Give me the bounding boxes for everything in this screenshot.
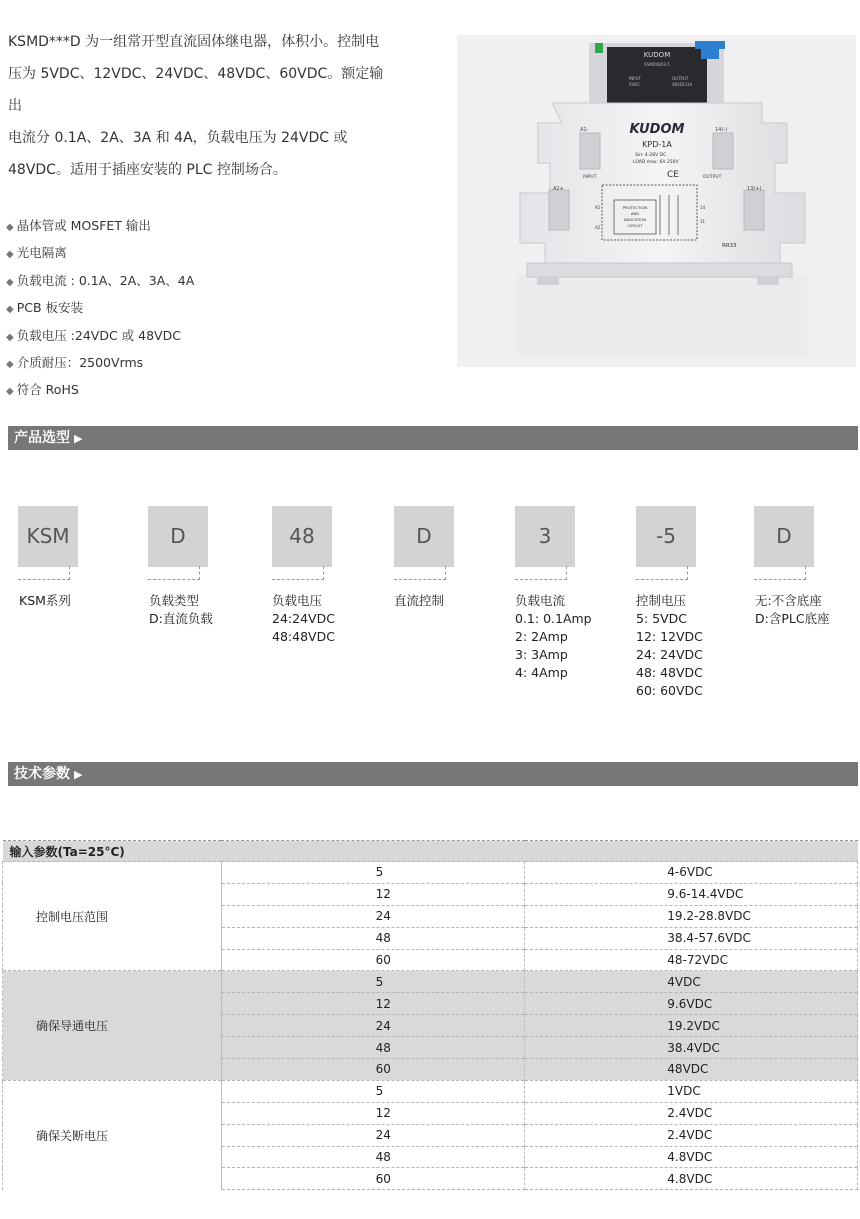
socket-model: KPD-1A [642,140,672,149]
code-description: 负载电流 0.1: 0.1Amp 2: 2Amp 3: 3Amp 4: 4Amp [515,593,592,680]
intro-line: 48VDC。适用于插座安装的 PLC 控制场合。 [8,162,287,178]
table-cell: 48 [221,1037,525,1059]
socket-spec: LOAD max: 6A 250V [633,160,679,165]
table-cell: 24 [221,1124,525,1146]
feature-item: ◆ 符合 RoHS [6,382,79,398]
relay-illustration [457,35,856,367]
code-box: 48 [272,506,332,567]
table-header-row [3,841,858,862]
table-cell: 60 [221,1168,525,1190]
code-box: D [394,506,454,567]
code-description: 控制电压 5: 5VDC 12: 12VDC 24: 24VDC 48: 48VDC 60: 60VDC [636,593,703,698]
product-photo [457,35,856,367]
table-cell: 12 [221,1102,525,1124]
socket-spec: Sin: 4-28V DC [635,153,667,158]
code-connector [515,566,567,580]
table-row [3,1080,858,1102]
table-cell: 2.4VDC [525,1124,858,1146]
table-cell: 48-72VDC [525,949,858,971]
io-label: OUTPUT [703,175,722,180]
table-cell: 4.8VDC [525,1146,858,1168]
diamond-bullet-icon: ◆ [6,331,14,343]
module-info: 48VDC/3A [672,82,693,87]
code-connector [18,566,70,580]
feature-item: ◆ 介质耐压：2500Vrms [6,355,144,371]
terminal-label: A2+ [553,186,564,192]
diamond-bullet-icon: ◆ [6,222,14,233]
diamond-bullet-icon: ◆ [6,386,14,398]
intro-paragraph [8,26,388,186]
brand-logo: KUDOM [629,122,685,137]
circuit-text: CIRCUIT [627,223,643,228]
diamond-bullet-icon: ◆ [6,304,14,316]
table-cell: 24 [221,1015,525,1037]
feature-list [6,213,306,405]
terminal-label: 13(+) [747,186,762,192]
intro-line: 压为 5VDC、12VDC、24VDC、48VDC、60VDC。额定输出 [8,66,384,114]
table-cell: 2.4VDC [525,1102,858,1124]
group-label: 确保导通电压 [3,971,222,1080]
pin-label: 14 [700,205,706,210]
code-box: KSM [18,506,78,567]
feature-item: ◆ 光电隔离 [6,245,67,261]
code-description: KSM系列 [19,593,71,608]
code-description: 负载电压 24:24VDC 48:48VDC [272,593,335,644]
feature-item: ◆ 晶体管或 MOSFET 输出 [6,218,151,233]
circuit-text: PROTECTION [622,205,648,210]
feature-item: ◆ 负载电流 : 0.1A、2A、3A、4A [6,272,195,288]
ce-mark: CE [667,170,679,180]
table-cell: 5 [221,862,525,884]
feature-item: ◆ PCB 板安装 [6,300,84,316]
code-description: 负载类型 D:直流负载 [149,593,213,626]
feature-item: ◆ 负载电压 :24VDC 或 48VDC [6,327,181,343]
code-connector [636,566,688,580]
table-cell: 60 [221,1059,525,1081]
table-cell: 4.8VDC [525,1168,858,1190]
table-cell: 5 [221,971,525,993]
table-cell: 19.2-28.8VDC [525,905,858,927]
code-description: 直流控制 [394,593,445,608]
table-cell: 4-6VDC [525,862,858,884]
table-cell: 24 [221,905,525,927]
code-box: D [148,506,208,567]
section-header-selection: 产品选型 ▶ [8,426,858,450]
code-connector [148,566,200,580]
terminal-label: A1- [580,127,589,133]
code-connector [394,566,446,580]
table-cell: 5 [221,1080,525,1102]
group-label: 控制电压范围 [3,862,222,971]
group-label: 确保关断电压 [3,1080,222,1189]
table-cell: 60 [221,949,525,971]
module-brand: KUDOM [643,51,671,59]
table-cell: 48 [221,927,525,949]
table-cell: 38.4VDC [525,1037,858,1059]
pin-label: 11 [700,219,706,224]
led-indicator [595,43,603,53]
code-description: 无:不含底座 D:含PLC底座 [755,593,830,626]
pin-label: A2 [595,225,601,230]
table-header: 输入参数(Ta=25°C) [3,841,858,862]
terminal-label: 14(-) [715,127,728,133]
table-row [3,971,858,993]
pin-label: A1 [595,205,601,210]
table-cell: 48 [221,1146,525,1168]
code-box: -5 [636,506,696,567]
circuit-text: AND [630,211,640,216]
table-cell: 12 [221,993,525,1015]
io-label: INPUT [583,175,597,180]
table-cell: 4VDC [525,971,858,993]
code-box: D [754,506,814,567]
table-cell: 38.4-57.6VDC [525,927,858,949]
code-box: 3 [515,506,575,567]
table-cell: 19.2VDC [525,1015,858,1037]
table-cell: 9.6VDC [525,993,858,1015]
intro-line: KSMD***D 为一组常开型直流固体继电器，体积小。控制电 [8,34,380,50]
table-cell: 12 [221,883,525,905]
caret-right-icon: ▶ [74,432,83,445]
table-cell: 9.6-14.4VDC [525,883,858,905]
code-connector [272,566,324,580]
circuit-text: INDICATION [623,217,647,222]
module-model: KSMD4803-5 [644,62,670,67]
spec-table [2,840,858,1190]
table-cell: 48VDC [525,1059,858,1081]
section-header-specs: 技术参数 ▶ [8,762,858,786]
diamond-bullet-icon: ◆ [6,249,14,261]
table-cell: 1VDC [525,1080,858,1102]
caret-right-icon: ▶ [74,768,83,781]
module-info: 5VDC [629,82,641,87]
part-number: RR33 [722,243,737,249]
code-connector [754,566,806,580]
diamond-bullet-icon: ◆ [6,276,14,288]
module-info: INPUT [629,76,641,81]
module-info: OUTPUT [672,76,689,81]
diamond-bullet-icon: ◆ [6,359,14,371]
intro-line: 电流分 0.1A、2A、3A 和 4A，负载电压为 24VDC 或 [8,130,348,146]
table-row [3,862,858,884]
